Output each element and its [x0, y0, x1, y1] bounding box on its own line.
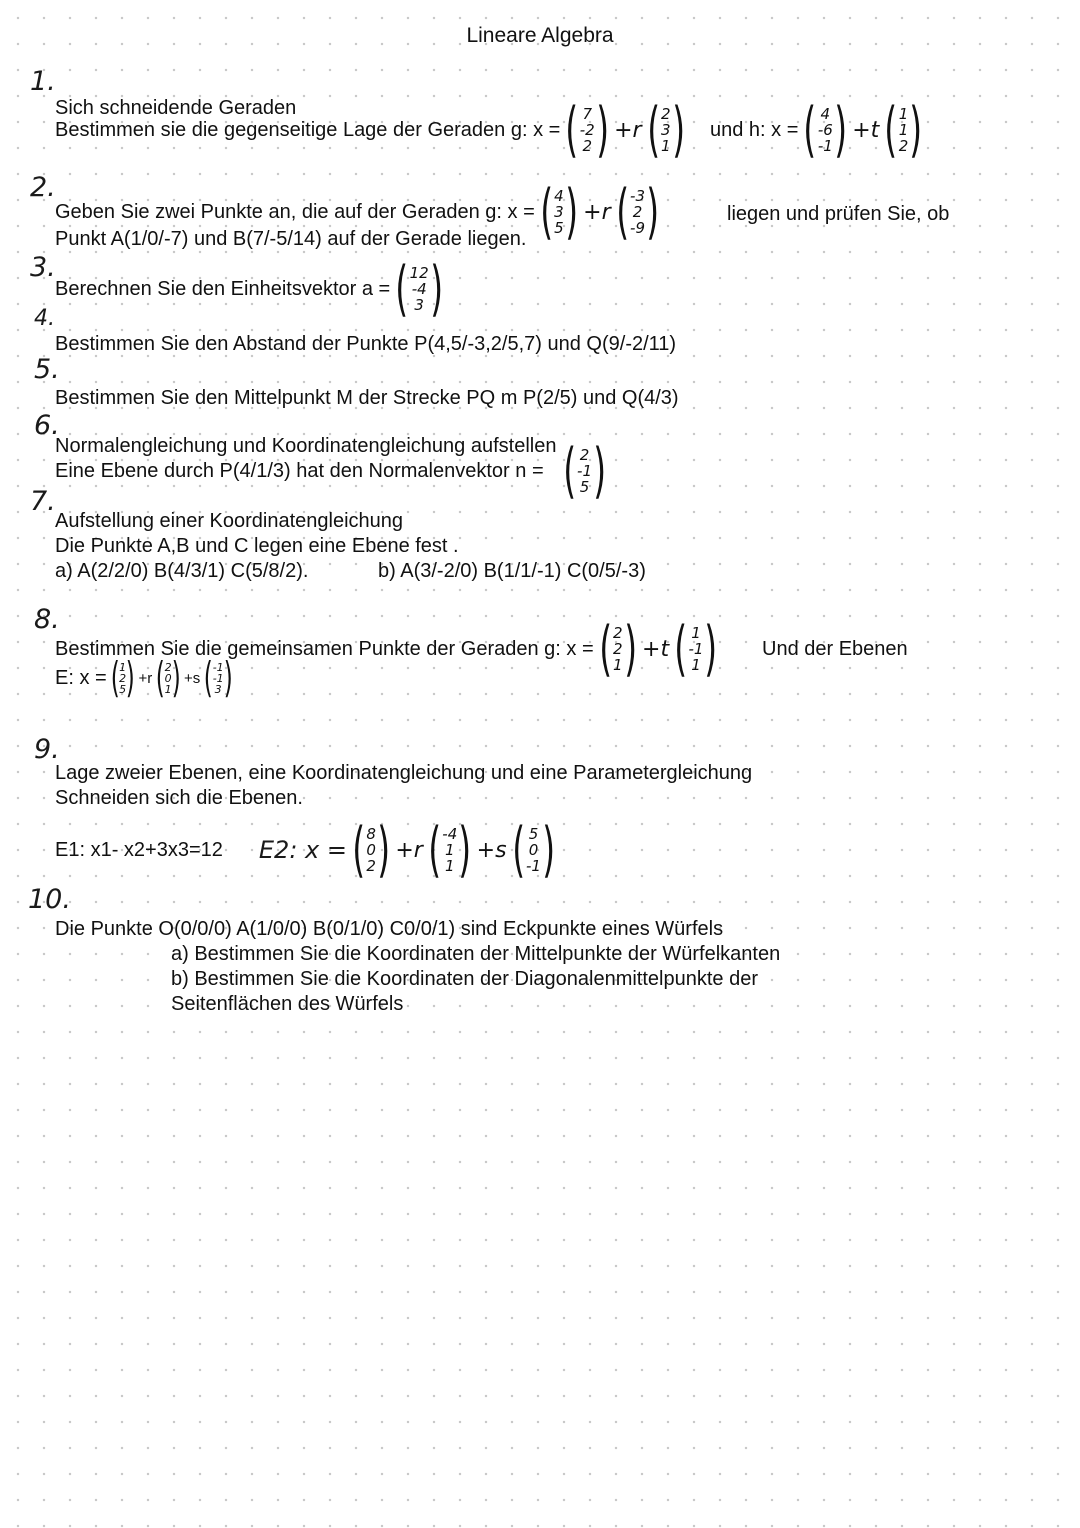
task-9-op-s: +s	[476, 837, 507, 863]
task-10-b2: Seitenflächen des Würfels	[171, 993, 404, 1015]
task-8-op-s: +s	[184, 669, 201, 687]
task-6-heading: Normalengleichung und Koordinatengleichung aufstellen	[55, 435, 557, 457]
task-1-op-t: +t	[852, 117, 880, 143]
task-1-line	[55, 80, 928, 180]
task-1-number: 1.	[30, 66, 56, 97]
task-7-b: b) A(3/-2/0) B(1/1/-1) C(0/5/-3)	[378, 560, 646, 582]
task-8-plane-line	[55, 648, 236, 708]
task-6-number: 6.	[34, 410, 60, 441]
task-1-g-support-vector: ( 7 -2 2 )	[565, 95, 609, 165]
task-8-plane-direction-1: ( 2 0 1 )	[155, 653, 181, 702]
task-6-text: Eine Ebene durch P(4/1/3) hat den Normalenvektor n =	[55, 459, 544, 482]
task-8-plane-support-vector: ( 1 2 5 )	[110, 653, 135, 702]
task-10-number: 10.	[28, 884, 71, 915]
task-6-line	[55, 436, 611, 506]
task-2-g-direction-vector: ( -3 2 -9 )	[615, 177, 660, 247]
task-3-vector: ( 12 -4 3 )	[395, 254, 443, 324]
task-1-text: Bestimmen sie die gegenseitige Lage der Geraden g: x =	[55, 118, 561, 141]
task-8-op-r: +r	[138, 669, 153, 687]
task-8-plane-label: E: x =	[55, 666, 107, 689]
task-1-g-direction-vector: ( 2 3 1 )	[646, 95, 685, 165]
task-9-e2-label: E2: x =	[258, 835, 347, 864]
task-6-normal-vector: ( 2 -1 5 )	[562, 436, 607, 506]
page-title: Lineare Algebra	[466, 24, 614, 47]
task-2-line1-end: liegen und prüfen Sie, ob	[727, 203, 950, 225]
task-5-number: 5.	[34, 354, 60, 385]
task-9-e2-direction-1: ( -4 1 1 )	[428, 815, 472, 885]
task-8-g-support-vector: ( 2 2 1 )	[598, 614, 637, 684]
task-8-number: 8.	[34, 604, 60, 635]
task-4-text: Bestimmen Sie den Abstand der Punkte P(4,5/-3,2/5,7) und Q(9/-2/11)	[55, 333, 677, 355]
task-2-op-r: +r	[583, 199, 611, 225]
task-5-text: Bestimmen Sie den Mittelpunkt M der Strecke PQ m P(2/5) und Q(4/3)	[55, 387, 679, 409]
task-8-text: Bestimmen Sie die gemeinsamen Punkte der Geraden g: x =	[55, 637, 594, 660]
task-9-op-r: +r	[395, 837, 423, 863]
task-9-number: 9.	[34, 734, 60, 765]
task-1-h-direction-vector: ( 1 1 2 )	[884, 95, 923, 165]
task-3-text: Berechnen Sie den Einheitsvektor a =	[55, 277, 391, 300]
task-4-number: 4.	[34, 306, 55, 331]
task-7-number: 7.	[30, 486, 56, 517]
task-1-h-support-vector: ( 4 -6 -1 )	[803, 95, 847, 165]
task-9-e2-support-vector: ( 8 0 2 )	[352, 815, 391, 885]
task-2-g-support-vector: ( 4 3 5 )	[540, 177, 578, 247]
task-10-text: Die Punkte O(0/0/0) A(1/0/0) B(0/1/0) C0/0/1) sind Eckpunkte eines Würfels	[55, 918, 724, 940]
task-2-number: 2.	[30, 172, 56, 203]
task-7-heading: Aufstellung einer Koordinatengleichung	[55, 510, 404, 532]
task-8-and-plane: Und der Ebenen	[762, 638, 908, 660]
task-9-text: Schneiden sich die Ebenen.	[55, 787, 303, 809]
task-3-line	[55, 254, 448, 324]
task-9-e2-direction-2: ( 5 0 -1 )	[511, 815, 556, 885]
task-7-a: a) A(2/2/0) B(4/3/1) C(5/8/2).	[55, 560, 309, 582]
task-2-line1: Geben Sie zwei Punkte an, die auf der Geraden g: x =	[55, 200, 535, 223]
task-1-heading: Sich schneidende Geraden	[55, 97, 297, 119]
task-8-plane-direction-2: ( -1 -1 3 )	[203, 653, 233, 702]
task-1-op-r: +r	[614, 117, 642, 143]
task-2-line2: Punkt A(1/0/-7) und B(7/-5/14) auf der Gerade liegen.	[55, 228, 527, 250]
task-10-b1: b) Bestimmen Sie die Koordinaten der Diagonalenmittelpunkte der	[171, 968, 759, 990]
task-1-and-h: und h: x =	[710, 118, 799, 141]
task-9-e1: E1: x1- x2+3x3=12	[55, 838, 223, 861]
task-9-heading: Lage zweier Ebenen, eine Koordinatengleichung und eine Parametergleichung	[55, 762, 753, 784]
task-8-g-direction-vector: ( 1 -1 1 )	[674, 614, 718, 684]
task-10-a: a) Bestimmen Sie die Koordinaten der Mittelpunkte der Würfelkanten	[171, 943, 781, 965]
task-9-planes-line	[55, 810, 560, 890]
task-8-op-t: +t	[642, 636, 670, 662]
task-7-text: Die Punkte A,B und C legen eine Ebene fest .	[55, 535, 459, 557]
task-3-number: 3.	[30, 252, 56, 283]
